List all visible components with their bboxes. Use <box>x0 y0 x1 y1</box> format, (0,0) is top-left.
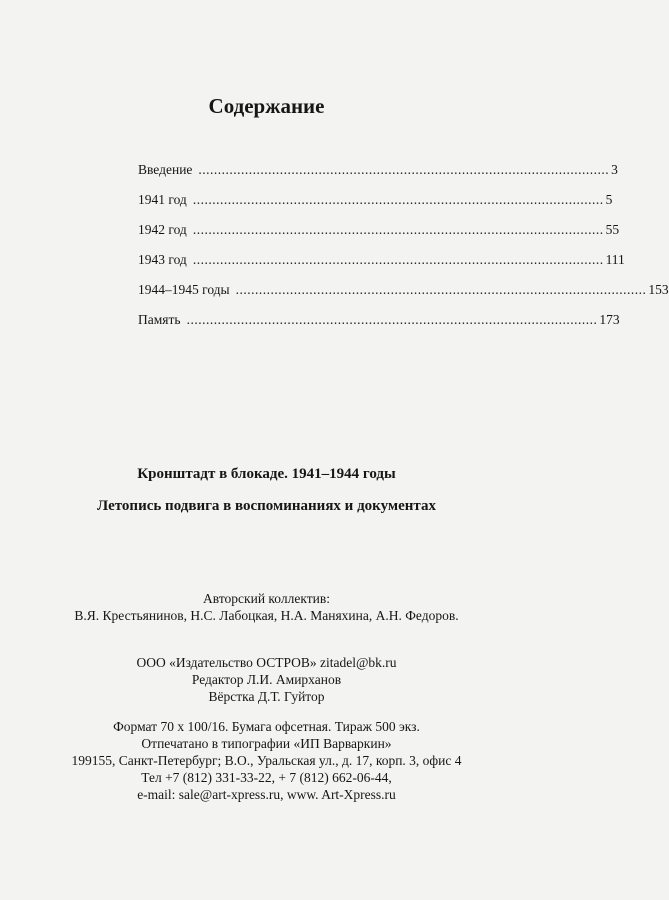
toc-item-introduction <box>138 162 618 192</box>
book-subtitle: Летопись подвига в воспоминаниях и документах <box>97 498 436 514</box>
phone-line: Тел +7 (812) 331-33-22, + 7 (812) 662-06-44, <box>141 770 392 785</box>
toc-item-1941 <box>138 192 613 222</box>
toc-leader-dots: .......................................................................................................... <box>186 312 598 327</box>
toc-leader-dots: .......................................................................................................... <box>192 252 604 267</box>
format-line: Формат 70 х 100/16. Бумага офсетная. Тираж 500 экз. <box>113 719 420 734</box>
toc-leader-dots: .......................................................................................................... <box>198 162 610 177</box>
toc-item-page: 153 <box>648 282 669 297</box>
toc-title: Содержание <box>208 94 325 118</box>
printed-line: Отпечатано в типографии «ИП Варваркин» <box>141 736 392 751</box>
toc-item-1942 <box>138 222 620 252</box>
publisher-block <box>0 654 533 705</box>
toc-item-page: 3 <box>611 162 618 177</box>
authors-heading: Авторский коллектив: <box>203 591 330 606</box>
toc-item-label: 1943 год <box>138 252 187 267</box>
toc-item-label: 1941 год <box>138 192 187 207</box>
table-of-contents <box>138 162 669 342</box>
toc-item-page: 5 <box>605 192 613 207</box>
publisher-line: ООО «Издательство ОСТРОВ» zitadel@bk.ru <box>136 655 397 670</box>
editor-line: Редактор Л.И. Амирханов <box>191 672 342 687</box>
book-title: Кронштадт в блокаде. 1941–1944 годы <box>137 466 396 482</box>
toc-item-page: 173 <box>599 312 620 327</box>
address-line: 199155, Санкт-Петербург; В.О., Уральская ул., д. 17, корп. 3, офис 4 <box>71 753 462 768</box>
toc-item-1944-1945 <box>138 282 669 312</box>
toc-item-1943 <box>138 252 625 282</box>
printing-block <box>0 718 533 803</box>
toc-item-page: 55 <box>605 222 620 237</box>
layout-line: Вёрстка Д.Т. Гуйтор <box>208 689 325 704</box>
toc-leader-dots: .......................................................................................................... <box>192 192 604 207</box>
toc-item-label: 1942 год <box>138 222 187 237</box>
toc-item-page: 111 <box>605 252 625 267</box>
toc-item-memory <box>138 312 620 342</box>
authors-list: В.Я. Крестьянинов, Н.С. Лабоцкая, Н.А. Маняхина, А.Н. Федоров. <box>74 608 459 623</box>
authors-block <box>0 590 533 624</box>
toc-item-label: Память <box>138 312 181 327</box>
toc-item-label: 1944–1945 годы <box>138 282 230 297</box>
toc-leader-dots: .......................................................................................................... <box>235 282 647 297</box>
toc-leader-dots: .......................................................................................................... <box>192 222 604 237</box>
toc-item-label: Введение <box>138 162 193 177</box>
email-line: e-mail: sale@art-xpress.ru, www. Art-Xpress.ru <box>137 787 396 802</box>
